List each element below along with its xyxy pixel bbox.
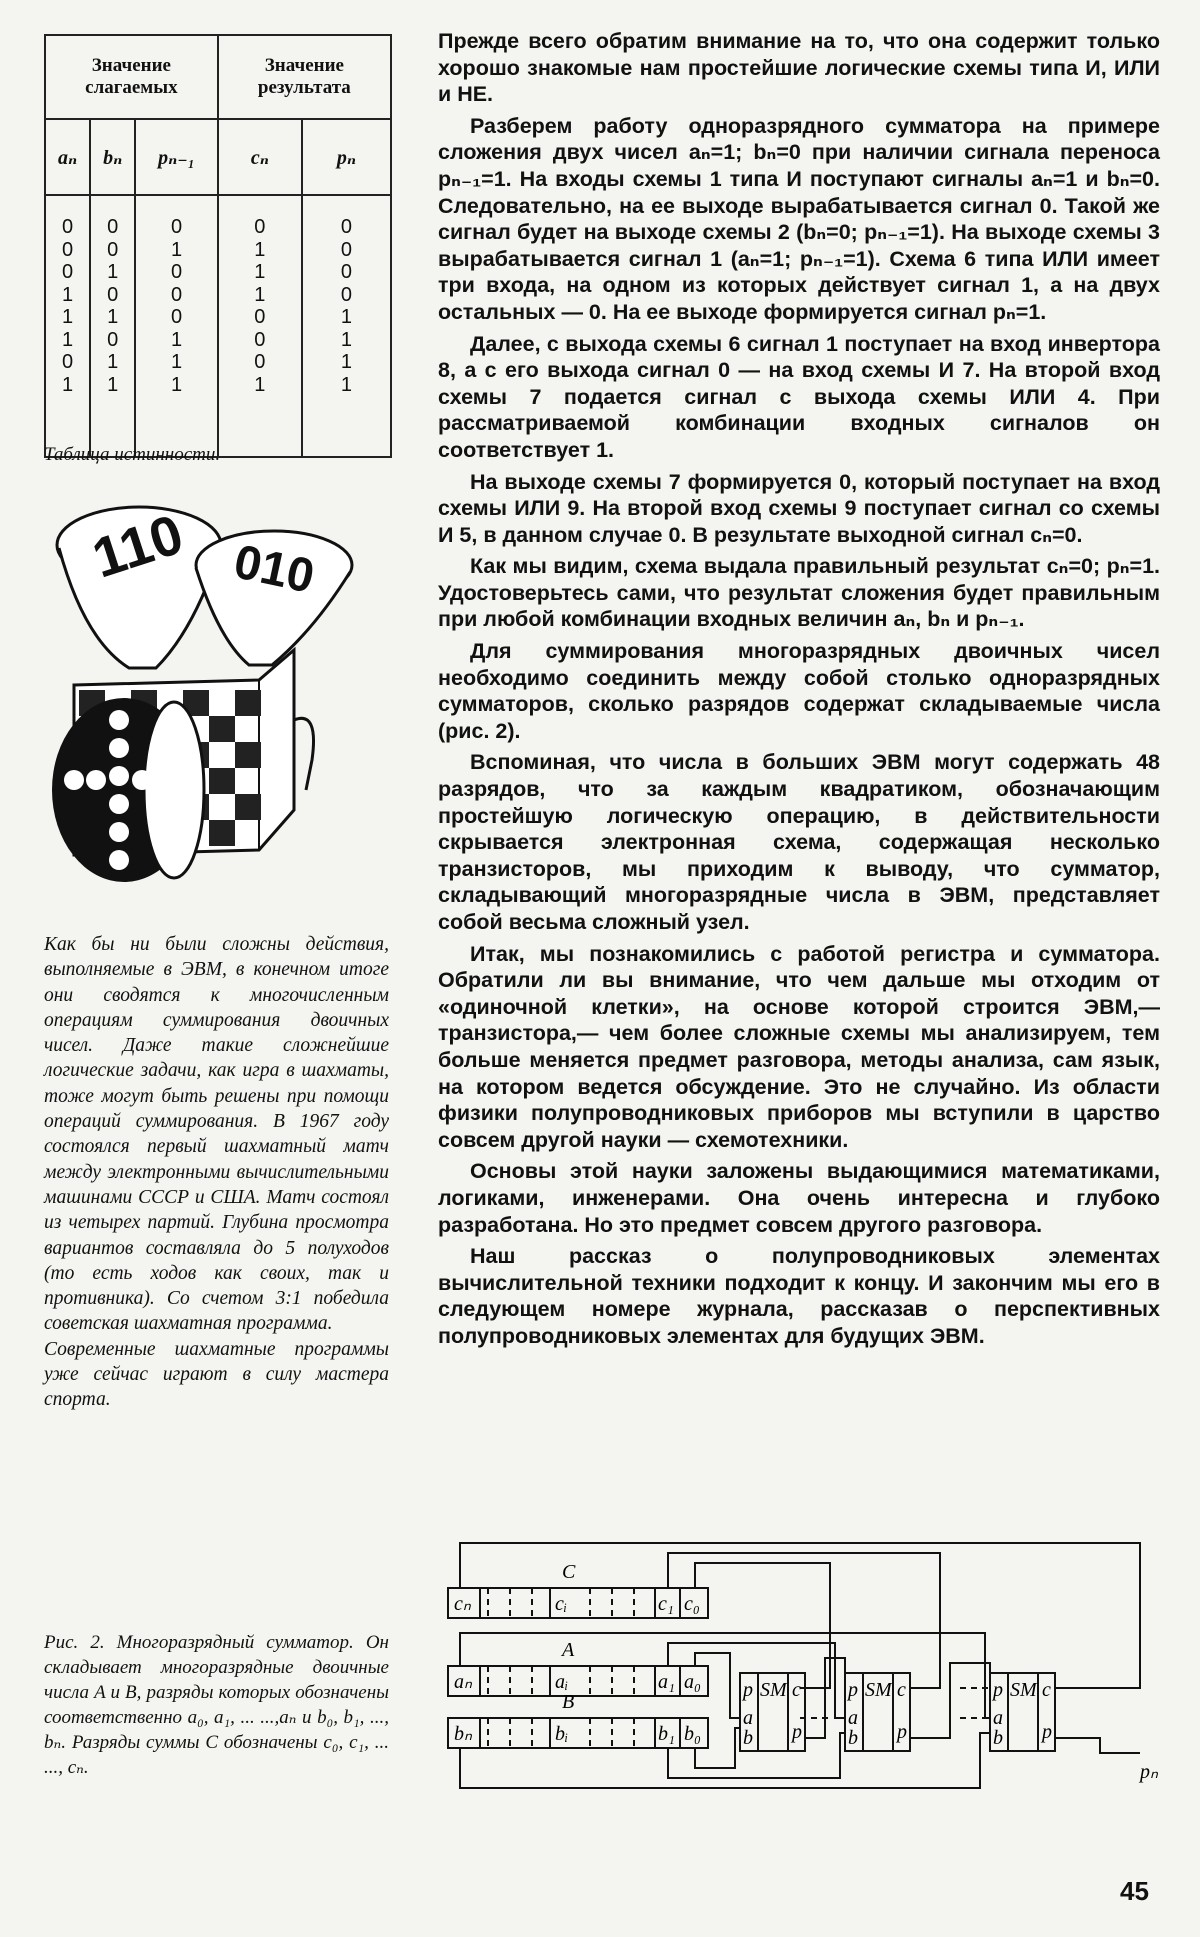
adder-n-pin-p-out: p <box>1042 1721 1052 1743</box>
left-funnel <box>57 502 221 668</box>
paragraph-5: Как мы видим, схема выдала правильный результат cₙ=0; pₙ=1. Удостоверьтесь сами, что результат сложения будет правильным при любой комбинации входных величин aₙ, bₙ и pₙ₋₁. <box>438 554 1160 632</box>
table-cell: 1 <box>62 328 74 351</box>
register-b-label: B <box>562 1691 575 1713</box>
adder-1-pin-p: p <box>848 1679 858 1701</box>
column-values-2 <box>135 195 218 457</box>
table-cell: 1 <box>170 351 183 373</box>
column-values-0 <box>45 195 90 457</box>
paragraph-7: Вспоминая, что числа в больших ЭВМ могут содержать 48 разрядов, что за каждым квадратиком, обозначающим простейшую логическую операцию, в действительности скрывается электронная схема, содержащая несколько транзисторов, мы приходим к выводу, что сумматор, складывающий многоразрядные числа в ЭВМ, представляет собой весьма сложный узел. <box>438 750 1160 934</box>
table-cell: 0 <box>62 261 74 283</box>
table-cell: 0 <box>170 306 183 328</box>
paragraph-6: Для суммирования многоразрядных двоичных чисел необходимо соединить между собой столько одноразрядных сумматоров, сколько разрядов содержат складываемые числа (рис. 2). <box>438 639 1160 743</box>
column-header-4: pₙ <box>302 119 391 195</box>
table-cell: 1 <box>62 306 74 328</box>
table-cell: 1 <box>254 283 266 306</box>
adder-1-sm-label: SM <box>865 1679 892 1701</box>
cross-display <box>52 698 204 882</box>
header-addends: Значение слагаемых <box>45 35 218 119</box>
cell-c-n: cₙ <box>454 1593 471 1615</box>
computer-machine-illustration <box>44 490 374 920</box>
column-values-4 <box>302 195 391 457</box>
table-cell: 1 <box>107 306 119 328</box>
table-cell: 1 <box>254 238 266 261</box>
table-cell: 0 <box>62 238 74 261</box>
table-cell: 1 <box>170 238 183 261</box>
table-cell: 0 <box>170 261 183 283</box>
adder-1-pin-c: c <box>897 1679 906 1701</box>
paragraph-1: Прежде всего обратим внимание на то, что она содержит только хорошо знакомые нам простейшие логические схемы типа И, ИЛИ и НЕ. <box>438 29 1160 107</box>
table-cell: 0 <box>254 216 266 238</box>
adder-n-sm-label: SM <box>1010 1679 1037 1701</box>
page-number: 45 <box>1120 1876 1149 1906</box>
header-result: Значение результата <box>218 35 391 119</box>
figure-2-caption: Рис. 2. Многоразрядный сумматор. Он складывает многоразрядные двоичные числа A и B, разряды которых обозначены соответственно a₀, a₁, ... ...,aₙ и b₀, b₁, ..., bₙ. Разряды суммы C обозначены c₀, c₁, ... ..., cₙ. <box>44 1632 389 1778</box>
paragraph-3: Далее, с выхода схемы 6 сигнал 1 поступает на вход инвертора 8, а с его выхода сигнал 0 — на вход схемы И 7. На второй вход схемы 7 подается сигнал с выхода схемы ИЛИ 4. При рассматриваемой комбинации входных сигналов он соответствует 1. <box>438 331 1160 462</box>
cell-c-1: c₁ <box>658 1593 674 1615</box>
chess-caption <box>44 932 389 1413</box>
table-cell: 1 <box>254 373 266 396</box>
table-cell: 1 <box>340 306 353 328</box>
register-c-label: C <box>562 1561 576 1583</box>
table-cell: 0 <box>340 216 353 238</box>
column-header-2: pₙ₋₁ <box>135 119 218 195</box>
cell-b-1: b₁ <box>658 1723 675 1745</box>
right-funnel <box>196 531 352 665</box>
table-cell: 1 <box>107 373 119 396</box>
truth-table <box>44 34 392 458</box>
table-cell: 0 <box>107 328 119 351</box>
table-cell: 0 <box>340 283 353 306</box>
paragraph-10: Наш рассказ о полупроводниковых элементах вычислительной техники подходит к концу. И закончим мы его в следующем номере журнала, рассказав о перспективных полупроводниковых элементах для будущих ЭВМ. <box>438 1244 1160 1348</box>
adder-n-pin-c: c <box>1042 1679 1051 1701</box>
table-cell: 0 <box>107 216 119 238</box>
column-values-1 <box>90 195 135 457</box>
cell-a-1: a₁ <box>658 1671 675 1693</box>
paragraph-9: Основы этой науки заложены выдающимися математиками, логиками, инженерами. Она очень интересна и глубоко разработана. Но это предмет совсем другого разговора. <box>438 1159 1160 1237</box>
table-cell: 1 <box>62 373 74 396</box>
adder-0-pin-c: c <box>792 1679 801 1701</box>
table-cell: 1 <box>107 351 119 373</box>
adder-0-pin-p-out: p <box>792 1721 802 1743</box>
table-cell: 0 <box>254 328 266 351</box>
paragraph-4: На выходе схемы 7 формируется 0, который поступает на вход схемы ИЛИ 9. На второй вход схемы 9 поступает сигнал со схемы И 5, в данном случае 0. В результате выходной сигнал cₙ=0. <box>438 469 1160 547</box>
paragraph-2: Разберем работу одноразрядного сумматора на примере сложения двух чисел aₙ=1; bₙ=0 при наличии сигнала переноса pₙ₋₁=1. На входы схемы 1 типа И поступают сигналы aₙ=1 и bₙ=0. Следовательно, на ее выходе вырабатывается сигнал 0. Такой же сигнал будет на выходе схемы 2 (bₙ=0; pₙ₋₁=1). На выходе схемы 3 вырабатывается сигнал 1 (aₙ=1; pₙ₋₁=1). Схема 6 типа ИЛИ имеет три входа, на одном из которых действует сигнал 1, а на двух остальных — 0. На ее выходе формируется сигнал pₙ=1. <box>438 113 1160 324</box>
cell-a-0: a₀ <box>684 1671 701 1693</box>
table-cell: 1 <box>254 261 266 283</box>
table-cell: 1 <box>340 373 353 396</box>
column-header-3: cₙ <box>218 119 302 195</box>
table-cell: 1 <box>170 373 183 396</box>
chess-caption-p1: Как бы ни были сложны действия, выполняемые в ЭВМ, в конечном итоге они сводятся к многочисленным операциям суммирования двоичных чисел. Даже такие сложнейшие логические задачи, как игра в шахматы, тоже могут быть решены при помощи операций суммирования. В 1967 году состоялся первый шахматный матч между электронными вычислительными машинами СССР и США. Матч состоял из четырех партий. Глубина просмотра вариантов составляла до 5 полуходов (то есть ходов как своих, так и противника). Со счетом 3:1 победила советская шахматная программа. <box>44 934 389 1335</box>
adder-n-pin-a: a <box>993 1707 1003 1729</box>
column-header-1: bₙ <box>90 119 135 195</box>
table-cell: 0 <box>254 306 266 328</box>
register-a-label: A <box>562 1639 575 1661</box>
table-cell: 1 <box>107 261 119 283</box>
chess-caption-p2: Современные шахматные программы уже сейчас играют в силу мастера спорта. <box>44 1338 389 1411</box>
column-values-3 <box>218 195 302 457</box>
cell-b-0: b₀ <box>684 1723 701 1745</box>
adder-n-pin-b: b <box>993 1727 1003 1749</box>
right-funnel-digits: 010 <box>229 535 319 604</box>
output-carry-label: pₙ <box>1140 1761 1158 1783</box>
table-cell: 1 <box>340 351 353 373</box>
multi-digit-adder-diagram <box>440 1538 1170 1798</box>
main-text-column <box>438 28 1160 1355</box>
cell-b-i: bᵢ <box>555 1723 569 1745</box>
adder-1-pin-p-out: p <box>897 1721 907 1743</box>
left-funnel-digits: 110 <box>84 501 191 590</box>
adder-0-sm-label: SM <box>760 1679 787 1701</box>
cell-b-n: bₙ <box>454 1723 472 1745</box>
adder-1-pin-b: b <box>848 1727 858 1749</box>
truth-table-caption: Таблица истинности. <box>44 444 221 465</box>
adder-0-pin-a: a <box>743 1707 753 1729</box>
table-cell: 0 <box>170 216 183 238</box>
table-cell: 0 <box>107 238 119 261</box>
table-cell: 0 <box>340 238 353 261</box>
cell-c-0: c₀ <box>684 1593 700 1615</box>
adder-1-pin-a: a <box>848 1707 858 1729</box>
table-cell: 0 <box>107 283 119 306</box>
table-cell: 0 <box>170 283 183 306</box>
table-cell: 1 <box>62 283 74 306</box>
cell-a-n: aₙ <box>454 1671 472 1693</box>
crank-handle <box>294 718 314 790</box>
adder-n-pin-p: p <box>993 1679 1003 1701</box>
column-header-0: aₙ <box>45 119 90 195</box>
table-cell: 0 <box>62 351 74 373</box>
adder-0-pin-p: p <box>743 1679 753 1701</box>
table-cell: 1 <box>340 328 353 351</box>
cell-c-i: cᵢ <box>555 1593 568 1615</box>
table-cell: 1 <box>170 328 183 351</box>
adder-0-pin-b: b <box>743 1727 753 1749</box>
paragraph-8: Итак, мы познакомились с работой регистра и сумматора. Обратили ли вы внимание, что чем дальше мы отходим от «одиночной клетки», на основе которой строится ЭВМ,— транзистора,— чем более сложные схемы мы анализируем, тем больше меняется предмет разговора, методы анализа, сам язык, на котором ведется обсуждение. Это не случайно. Из области физики полупроводниковых приборов мы вступили в царство совсем другой науки — схемотехники. <box>438 941 1160 1152</box>
table-cell: 0 <box>254 351 266 373</box>
table-cell: 0 <box>62 216 74 238</box>
table-cell: 0 <box>340 261 353 283</box>
cell-a-i: aᵢ <box>555 1671 569 1693</box>
